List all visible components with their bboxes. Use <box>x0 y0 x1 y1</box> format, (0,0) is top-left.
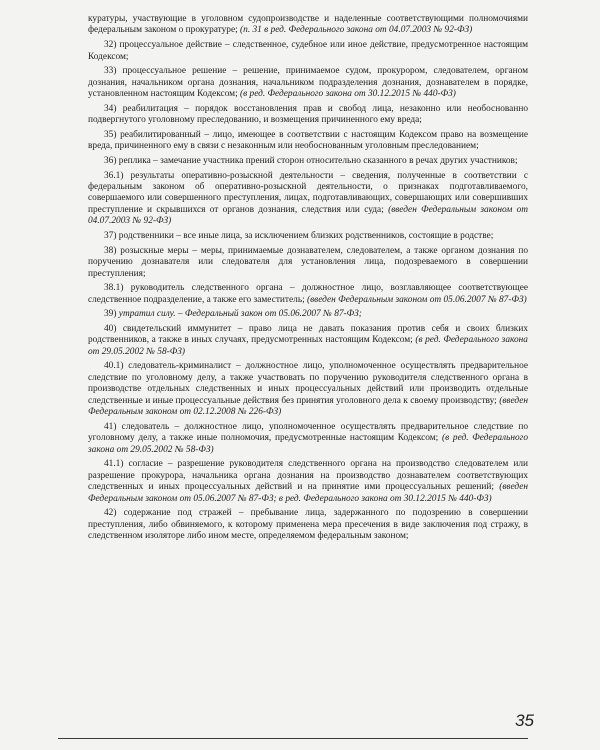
page-body <box>88 14 528 546</box>
paragraph-34: 34) реабилитация – порядок восстановления прав и свобод лица, незаконно или необоснованно подвергнутого уголовному преследованию, и возмещения причиненного ему вреда; <box>88 103 528 126</box>
footer-rule <box>58 738 528 739</box>
paragraph-41: 41) следователь – должностное лицо, уполномоченное осуществлять предварительное следствие по уголовному делу, а также иные полномочия, предусмотренные настоящим Кодексом; (в ред. Федерального закона от 29.05.2002 № 58-ФЗ) <box>88 421 528 455</box>
paragraph-39: 39) утратил силу. – Федеральный закон от 05.06.2007 № 87-ФЗ; <box>104 309 362 320</box>
paragraph-38: 38) розыскные меры – меры, принимаемые дознавателем, следователем, а также органом дознания по поручению дознавателя или следователя для установления лица, подозреваемого в совершении преступления; <box>88 245 528 279</box>
paragraph-42: 42) содержание под стражей – пребывание лица, задержанного по подозрению в совершении преступления, либо обвиняемого, к которому применена мера пресечения в виде заключения под стражу, в следственном изоляторе либо ином месте, определяемом федеральным законом; <box>88 508 528 542</box>
paragraph-41-1: 41.1) согласие – разрешение руководителя следственного органа на производство следователем или разрешение прокурора, начальника органа дознания на производство дознавателем соответствующих следственных и иных процессуальных действий и на принятие ими процессуальных решений; (введен Федеральным законом от 05.06.2007 № 87-ФЗ; в ред. Федерального закона от 30.12.2015 № 440-ФЗ) <box>88 459 528 504</box>
paragraph-37: 37) родственники – все иные лица, за исключением близких родственников, состоящие в родстве; <box>104 231 494 242</box>
paragraph-32: 32) процессуальное действие – следственное, судебное или иное действие, предусмотренное настоящим Кодексом; <box>88 40 528 62</box>
paragraph-38-1: 38.1) руководитель следственного органа – должностное лицо, возглавляющее соответствующее следственное подразделение, а также его заместитель; (введен Федеральным законом от 05.06.2007 № 87-ФЗ) <box>88 283 528 305</box>
paragraph-31-continued: куратуры, участвующие в уголовном судопроизводстве и наделенные соответствующими полномочиями федеральным законом о прокуратуре; (п. 31 в ред. Федерального закона от 04.07.2003 № 92-ФЗ) <box>88 14 528 36</box>
page-number: 35 <box>515 711 534 730</box>
paragraph-33: 33) процессуальное решение – решение, принимаемое судом, прокурором, следователем, органом дознания, начальником органа дознания, начальником подразделения дознания, дознавателем в порядке, установленном настоящим Кодексом; (в ред. Федерального закона от 30.12.2015 № 440-ФЗ) <box>88 66 528 100</box>
paragraph-36-1: 36.1) результаты оперативно-розыскной деятельности – сведения, полученные в соответствии с федеральным законом об оперативно-розыскной деятельности, о признаках подготавливаемого, совершаемого или совершенного преступления, лицах, подготавливающих, совершающих или совершивших преступление и скрывшихся от органов дознания, следствия или суда; (введен Федеральным законом от 04.07.2003 № 92-ФЗ) <box>88 170 529 227</box>
paragraph-36: 36) реплика – замечание участника прений сторон относительно сказанного в речах других участников; <box>104 155 518 166</box>
paragraph-40: 40) свидетельский иммунитет – право лица не давать показания против себя и своих близких родственников, а также в иных случаях, предусмотренных настоящим Кодексом; (в ред. Федерального закона от 29.05.2002 № 58-ФЗ) <box>88 323 528 357</box>
paragraph-40-1: 40.1) следователь-криминалист – должностное лицо, уполномоченное осуществлять предварительное следствие по уголовному делу, а также участвовать по поручению руководителя следственного органа в производстве отдельных следственных и иных процессуальных действий или производить отдельные следственные и иные процессуальные действия без принятия уголовного дела к своему производству; (введен Федеральным законом от 02.12.2008 № 226-ФЗ) <box>88 361 528 418</box>
paragraph-35: 35) реабилитированный – лицо, имеющее в соответствии с настоящим Кодексом право на возмещение вреда, причиненного ему в связи с незаконным или необоснованным уголовным преследованием; <box>88 129 528 152</box>
